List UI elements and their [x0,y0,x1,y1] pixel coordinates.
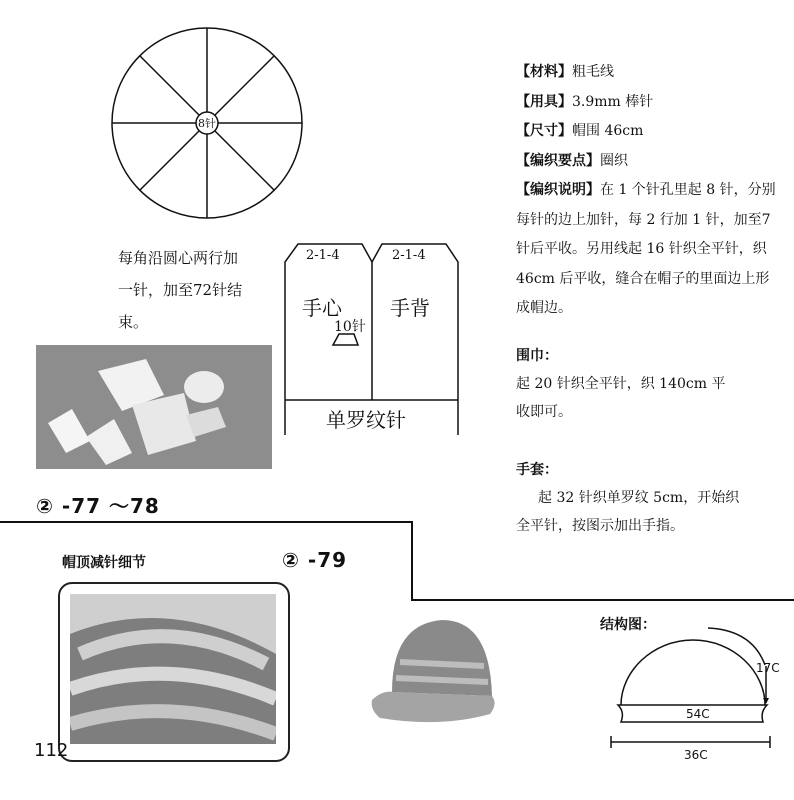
description-row [516,176,794,206]
hat-detail-photo [70,594,276,744]
tools-row [516,88,794,118]
size-row [516,117,794,147]
circle-center-label: 8针 [198,117,216,130]
description-line: 46cm 后平收，缝合在帽子的里面边上形 [516,270,770,287]
section-circle-number: ② [36,494,54,518]
key-points-key: 【编织要点】 [516,152,600,169]
materials-row [516,58,794,88]
description-key: 【编织说明】 [516,182,600,198]
materials-value: 粗毛线 [572,64,614,80]
knit-set-illustration [36,345,272,469]
tools-value: 3.9mm 棒针 [572,93,654,110]
hat-photo [370,612,500,732]
circle-caption [118,242,242,338]
mitten-tag-right: 2-1-4 [392,248,426,263]
hat-structure-diagram [611,628,770,748]
mitten-palm-label: 手心 [302,296,342,320]
key-points-row [516,147,794,177]
gloves-block [516,456,739,540]
structure-label-36: 36C [684,748,708,762]
knit-set-photo [36,345,272,469]
structure-title: 结构图： [600,617,656,633]
section-79-heading [282,548,347,572]
caption-line: 束。 [118,313,149,331]
caption-line: 每角沿圆心两行加 [118,249,239,267]
description-line: 每针的边上加针，每 2 行加 1 针，加至7 [516,211,771,228]
gloves-line: 起 32 针织单罗纹 5cm，开始织 [538,490,740,506]
mitten-tag-left: 2-1-4 [306,248,340,263]
key-points-value: 圈织 [600,152,628,169]
section-circle-number: ② [282,548,300,572]
section-77-78-heading [36,490,160,519]
page-number: 112 [34,740,69,761]
scarf-title: 围巾： [516,348,558,364]
caption-line: 一针，加至72针结 [118,281,243,299]
thumb-label: 10针 [334,319,366,335]
materials-key: 【材料】 [516,64,572,80]
scarf-line: 起 20 针织全平针，织 140cm 平 [516,376,726,392]
gloves-title: 手套： [516,462,558,478]
section-range-label: -77 ～78 [61,494,160,518]
scarf-line: 收即可。 [516,404,572,420]
cuff-label: 单罗纹针 [326,408,406,432]
description-line: 针后平收。另用线起 16 针织全平针，织 [516,241,767,257]
description-line: 在 1 个针孔里起 8 针，分别 [600,182,776,198]
tools-key: 【用具】 [516,93,572,110]
structure-label-17: 17C [756,661,780,675]
structure-label-54: 54C [686,707,710,721]
scarf-block [516,342,725,426]
instructions-block [516,58,794,324]
hat-detail-caption: 帽顶减针细节 [62,555,146,571]
mitten-back-label: 手背 [390,296,430,320]
structure-arrow-head [763,698,769,704]
size-key: 【尺寸】 [516,123,572,139]
description-line: 成帽边。 [516,300,572,316]
hat-detail-texture [70,594,276,744]
gloves-line: 全平针，按图示加出手指。 [516,518,684,534]
size-value: 帽围 46cm [572,123,644,139]
hat-illustration [370,612,500,732]
section-label: -79 [307,548,348,572]
